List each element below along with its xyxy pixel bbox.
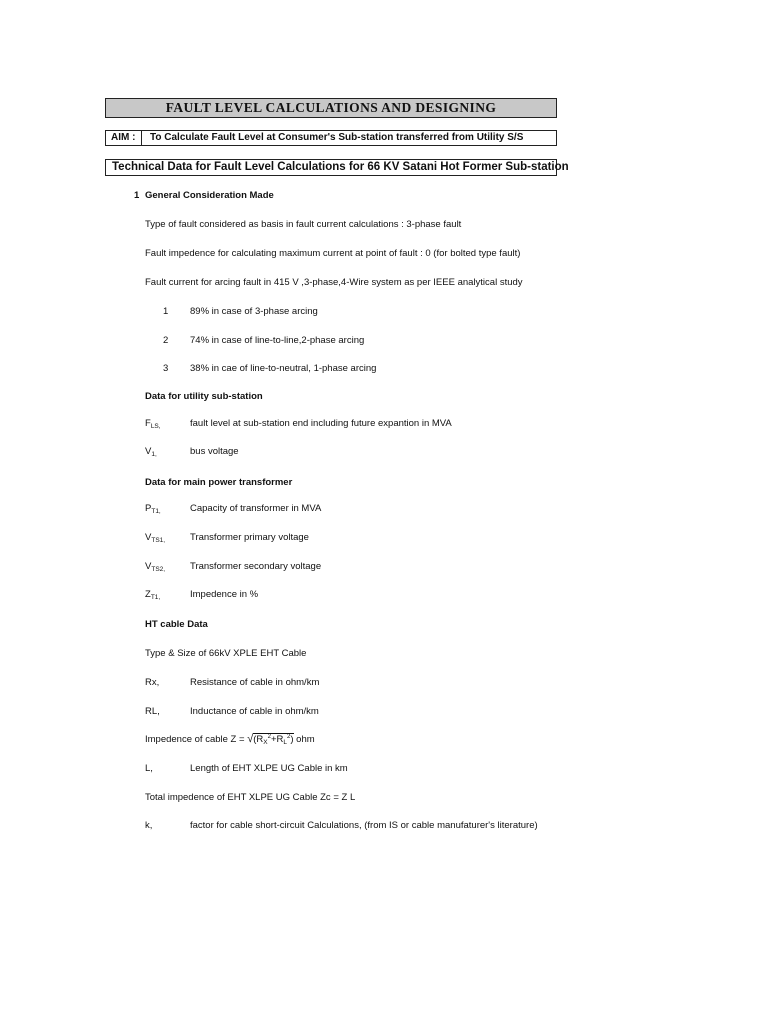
v1-symbol: $V_{1,}$ (145, 446, 157, 458)
v1-description: bus voltage (190, 446, 239, 457)
zt1-symbol: $Z_{T1,}$ (145, 589, 161, 601)
sqrt-radicand: $(R_X^2+R_L^2)$ (253, 734, 294, 746)
page-title: FAULT LEVEL CALCULATIONS AND DESIGNING (105, 98, 557, 118)
sqrt-icon: √ (247, 733, 254, 745)
arcing-item-text: 38% in cae of line-to-neutral, 1-phase arcing (190, 363, 377, 374)
utility-heading: Data for utility sub-station (145, 391, 263, 402)
arcing-item-number: 2 (163, 335, 169, 346)
aim-text: To Calculate Fault Level at Consumer's Sub-station transferred from Utility S/S (150, 132, 524, 143)
vts1-symbol: $V_{TS1,}$ (145, 532, 166, 544)
impedance-prefix: Impedence of cable Z = (145, 734, 245, 745)
length-description: Length of EHT XLPE UG Cable in km (190, 763, 348, 774)
aim-label: AIM : (111, 131, 142, 145)
aim-box (105, 130, 557, 146)
transformer-heading: Data for main power transformer (145, 477, 293, 488)
impedance-unit: ohm (296, 734, 315, 745)
technical-data-heading: Technical Data for Fault Level Calculations for 66 KV Satani Hot Former Sub-station (105, 159, 557, 176)
arcing-intro-text: Fault current for arcing fault in 415 V ,3-phase,4-Wire system as per IEEE analytical study (145, 277, 523, 288)
vts1-description: Transformer primary voltage (190, 532, 309, 543)
rl-symbol: RL, (145, 706, 160, 717)
section-heading: General Consideration Made (145, 190, 274, 201)
total-impedance-text: Total impedence of EHT XLPE UG Cable Zc = Z L (145, 792, 356, 803)
fls-symbol: $F_{LS,}$ (145, 418, 161, 430)
section-number: 1 (134, 190, 140, 201)
k-description: factor for cable short-circuit Calculations, (from IS or cable manufaturer's literature) (190, 820, 538, 831)
arcing-item-number: 1 (163, 306, 169, 317)
length-symbol: L, (145, 763, 153, 774)
pt1-symbol: $P_{T1,}$ (145, 503, 161, 515)
cable-type-size: Type & Size of 66kV XPLE EHT Cable (145, 648, 307, 659)
vts2-symbol: $V_{TS2,}$ (145, 561, 166, 573)
fault-type-text: Type of fault considered as basis in fault current calculations : 3-phase fault (145, 219, 462, 230)
rl-description: Inductance of cable in ohm/km (190, 706, 319, 717)
rx-description: Resistance of cable in ohm/km (190, 677, 320, 688)
rx-symbol: Rx, (145, 677, 160, 688)
arcing-item-text: 89% in case of 3-phase arcing (190, 306, 318, 317)
zt1-description: Impedence in % (190, 589, 259, 600)
k-symbol: k, (145, 820, 153, 831)
fls-description: fault level at sub-station end including future expantion in MVA (190, 418, 452, 429)
pt1-description: Capacity of transformer in MVA (190, 503, 322, 514)
arcing-item-number: 3 (163, 363, 169, 374)
vts2-description: Transformer secondary voltage (190, 561, 322, 572)
impedance-formula (145, 731, 315, 749)
cable-heading: HT cable Data (145, 619, 208, 630)
fault-impedance-text: Fault impedence for calculating maximum current at point of fault : 0 (for bolted type fault) (145, 248, 521, 259)
arcing-item-text: 74% in case of line-to-line,2-phase arcing (190, 335, 365, 346)
